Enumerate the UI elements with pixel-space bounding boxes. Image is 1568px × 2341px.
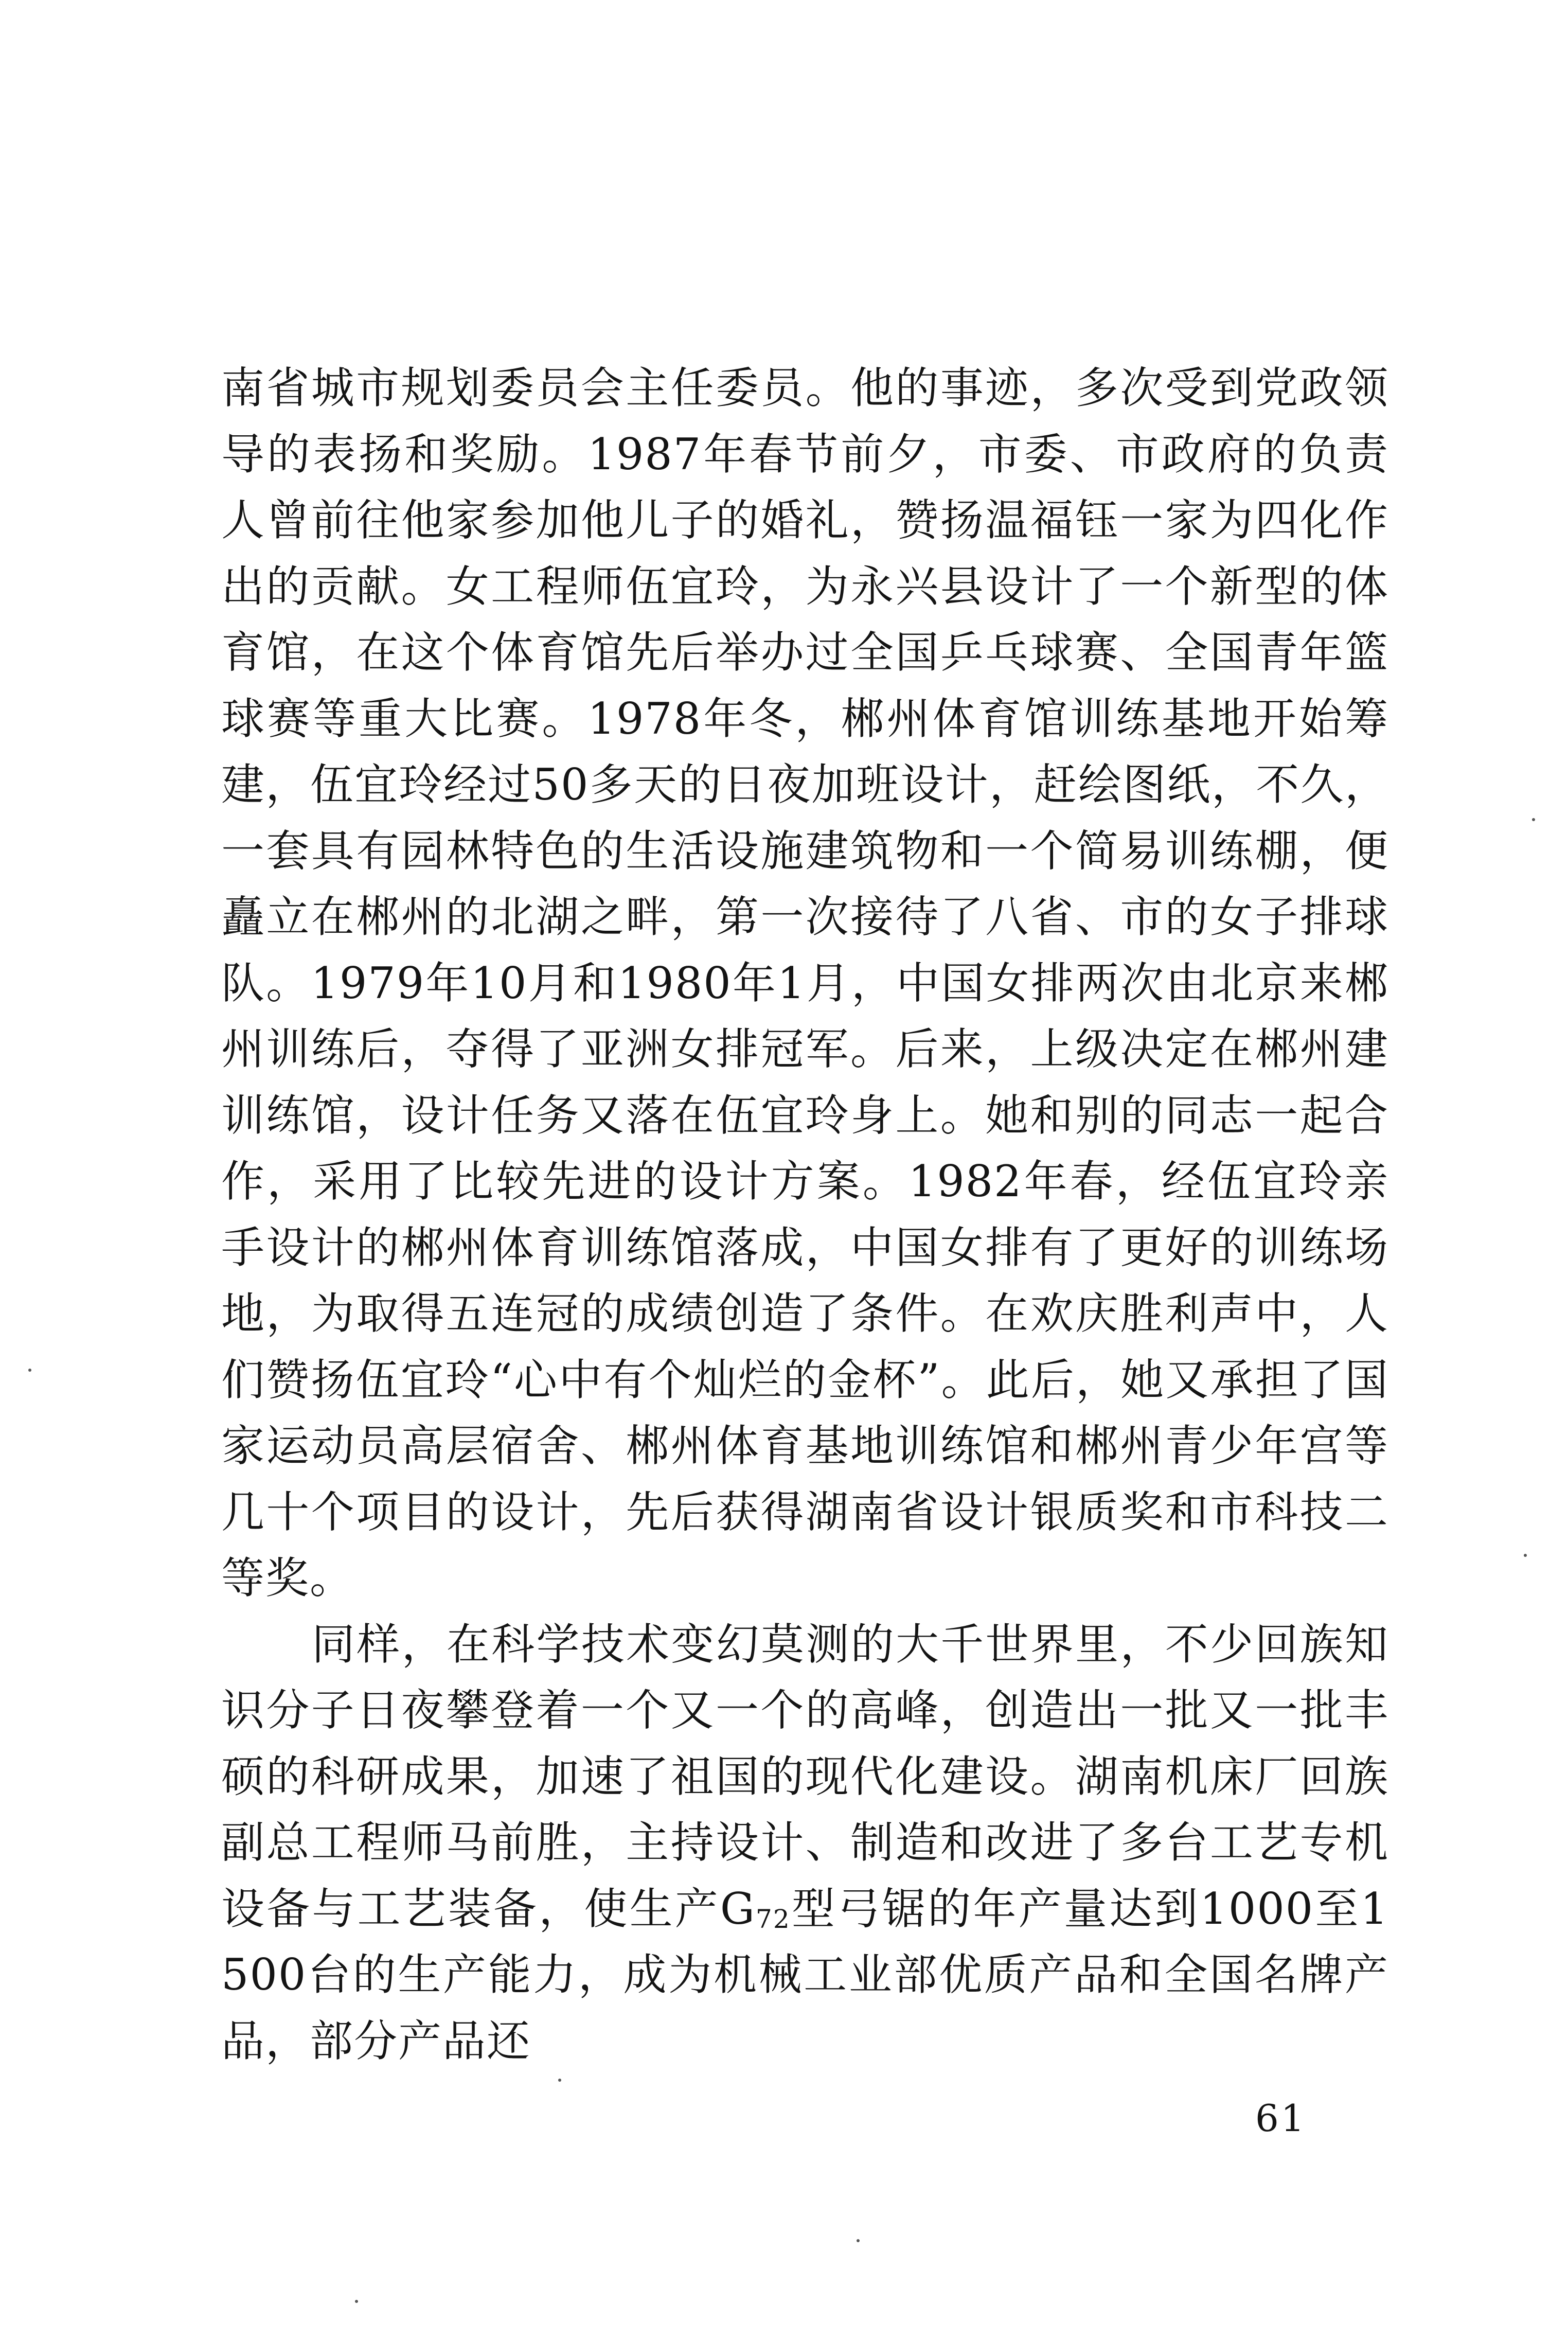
scan-speck [28,1369,31,1372]
scan-speck [558,2079,561,2082]
paragraph-text-before-subscript: 同样，在科学技术变幻莫测的大千世界里，不少回族知识分子日夜攀登着一个又一个的高峰，创造出一批又一批丰硕的科研成果，加速了祖国的现代化建设。湖南机床厂回族副总工程师马前胜，主持设计、制造和改进了多台工艺专机设备与工艺装备，使生产G [221,1619,1389,1934]
paragraph-continuation: 南省城市规划委员会主任委员。他的事迹，多次受到党政领导的表扬和奖励。1987年春节前夕，市委、市政府的负责人曾前往他家参加他儿子的婚礼，赞扬温福钰一家为四化作出的贡献。女工程师伍宜玲，为永兴县设计了一个新型的体育馆，在这个体育馆先后举办过全国乒乓球赛、全国青年篮球赛等重大比赛。1978年冬，郴州体育馆训练基地开始筹建，伍宜玲经过50多天的日夜加班设计，赶绘图纸，不久，一套具有园林特色的生活设施建筑物和一个简易训练棚，便矗立在郴州的北湖之畔，第一次接待了八省、市的女子排球队。1979年10月和1980年1月，中国女排两次由北京来郴州训练后，夺得了亚洲女排冠军。后来，上级决定在郴州建训练馆，设计任务又落在伍宜玲身上。她和别的同志一起合作，采用了比较先进的设计方案。1982年春，经伍宜玲亲手设计的郴州体育训练馆落成，中国女排有了更好的训练场地，为取得五连冠的成绩创造了条件。在欢庆胜利声中，人们赞扬伍宜玲“心中有个灿烂的金杯”。此后，她又承担了国家运动员高层宿舍、郴州体育基地训练馆和郴州青少年宫等几十个项目的设计，先后获得湖南省设计银质奖和市科技二等奖。 [221,363,1389,1603]
page-number: 61 [1255,2097,1307,2140]
model-subscript: 72 [756,1904,791,1934]
scan-speck [857,2239,860,2242]
scan-speck [1532,818,1535,821]
body-text [221,355,1389,2074]
scan-speck [1524,1554,1527,1557]
paragraph-text-after-subscript: 型弓锯的年产量达到1000至1500台的生产能力，成为机械工业部优质产品和全国名牌产品，部分产品还 [221,1883,1389,2066]
paragraph-hui-intellectuals [221,1611,1389,2074]
scan-speck [355,2300,358,2303]
